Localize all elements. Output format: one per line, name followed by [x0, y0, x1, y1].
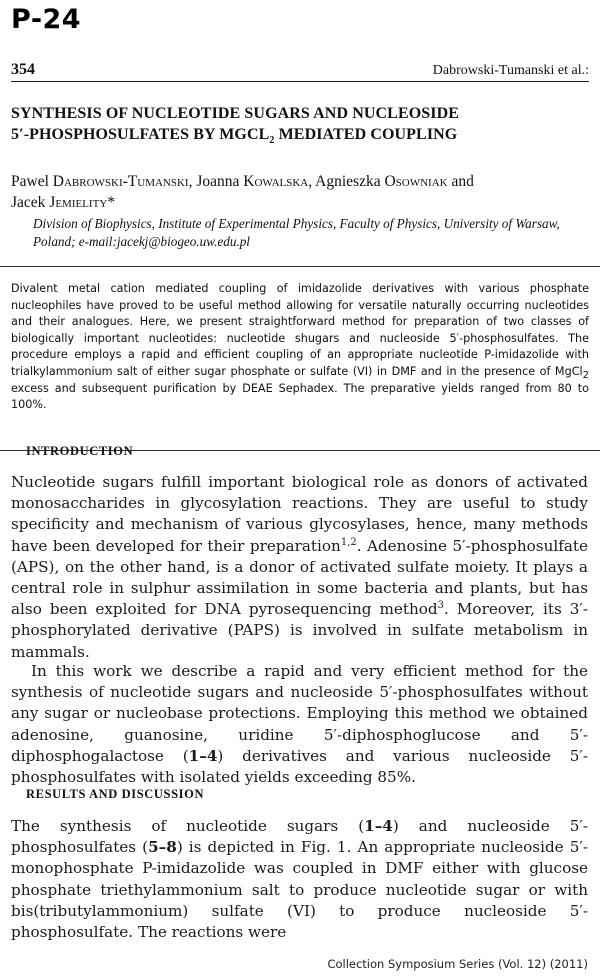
- results-paragraph-1: The synthesis of nucleotide sugars (1–4) and nucleoside 5′-phosphosulfates (5–8) is depicted in Fig. 1. An appropriate nucleoside 5′-monophosphate P-imidazolide was coupled in DMF either with glucose phosphate triethylammonium salt to produce nucleotide sugar or with bis(tributylammonium) sulfate (VI) to produce nucleoside 5′-phosphosulfate. The reactions were: [11, 817, 588, 942]
- author-list: Pawel Dabrowski-Tumanski, Joanna Kowalska, Agnieszka Osowniak and Jacek Jemielity*: [11, 173, 474, 211]
- title-line-1: SYNTHESIS OF NUCLEOTIDE SUGARS AND NUCLEOSIDE: [11, 105, 460, 122]
- running-head: [11, 57, 589, 82]
- author-surname: Osowniak: [384, 173, 448, 190]
- author-surname: Dabrowski-Tumanski: [52, 173, 189, 190]
- corresponding-mark: *: [107, 194, 116, 211]
- page-number: 354: [11, 61, 35, 78]
- citation: 1,2: [340, 536, 357, 548]
- author-surname: Kowalska: [243, 173, 309, 190]
- title-line-2: 5′-PHOSPHOSULFATES BY $MGCL_2$ MEDIATED COUPLING: [11, 126, 458, 147]
- author-surname: Jemielity: [49, 194, 108, 211]
- running-author: Dabrowski-Tumanski et al.:: [432, 63, 589, 78]
- affiliation: Division of Biophysics, Institute of Experimental Physics, Faculty of Physics, University of Warsaw, Poland; e-mail:jacekj@biogeo.uw.edu.pl: [33, 216, 560, 249]
- section-heading-results: RESULTS AND DISCUSSION: [26, 787, 205, 801]
- introduction-paragraph-1: Nucleotide sugars fulfill important biological role as donors of activated monosaccharides in glycosylation reactions. They are useful to study specificity and mechanism of various glycosylases, hence, many methods have been developed for their preparation$^{1,2}$. Adenosine 5′-phosphosulfate (APS), on the other hand, is a donor of activated sulfate moiety. It plays a central role in sulphur assimilation in some bacteria and plants, but has also been exploited for DNA pyrosequencing method$^3$. Moreover, its 3′-phosphorylated derivative (PAPS) is involved in sulfate metabolism in mammals.: [11, 473, 588, 661]
- citation: 3: [437, 600, 445, 612]
- paper-title: [11, 103, 580, 145]
- introduction-paragraph-2: In this work we describe a rapid and very efficient method for the synthesis of nucleotide sugars and nucleoside 5′-phosphosulfates without any sugar or nucleobase protections. Employing this method we obtained adenosine, guanosine, uridine 5′-diphosphoglucose and 5′-diphosphogalactose (1–4) derivatives and various nucleoside 5′-phosphosulfates with isolated yields exceeding 85%.: [11, 662, 588, 787]
- section-heading-introduction: INTRODUCTION: [26, 444, 134, 458]
- poster-id: P-24: [11, 4, 82, 35]
- abstract: Divalent metal cation mediated coupling of imidazolide derivatives with various phosphate nucleophiles have proved to be useful method allowing for versatile naturally occurring nucleotides and their analogues. Here, we present straightforward method for preparation of two classes of biologically important nucleotides: nucleotide shugars and nucleoside 5′-phosphosulfates. The procedure employs a rapid and efficient coupling of an appropriate nucleotide P-imidazolide with trialkylammonium salt of either sugar phosphate or sulfate (VI) in DMF and in the presence of MgCl$_2$ excess and subsequent purification by DEAE Sephadex. The preparative yields ranged from 80 to 100%.: [0, 266, 600, 451]
- footer-series: Collection Symposium Series (Vol. 12) (2011): [327, 957, 588, 971]
